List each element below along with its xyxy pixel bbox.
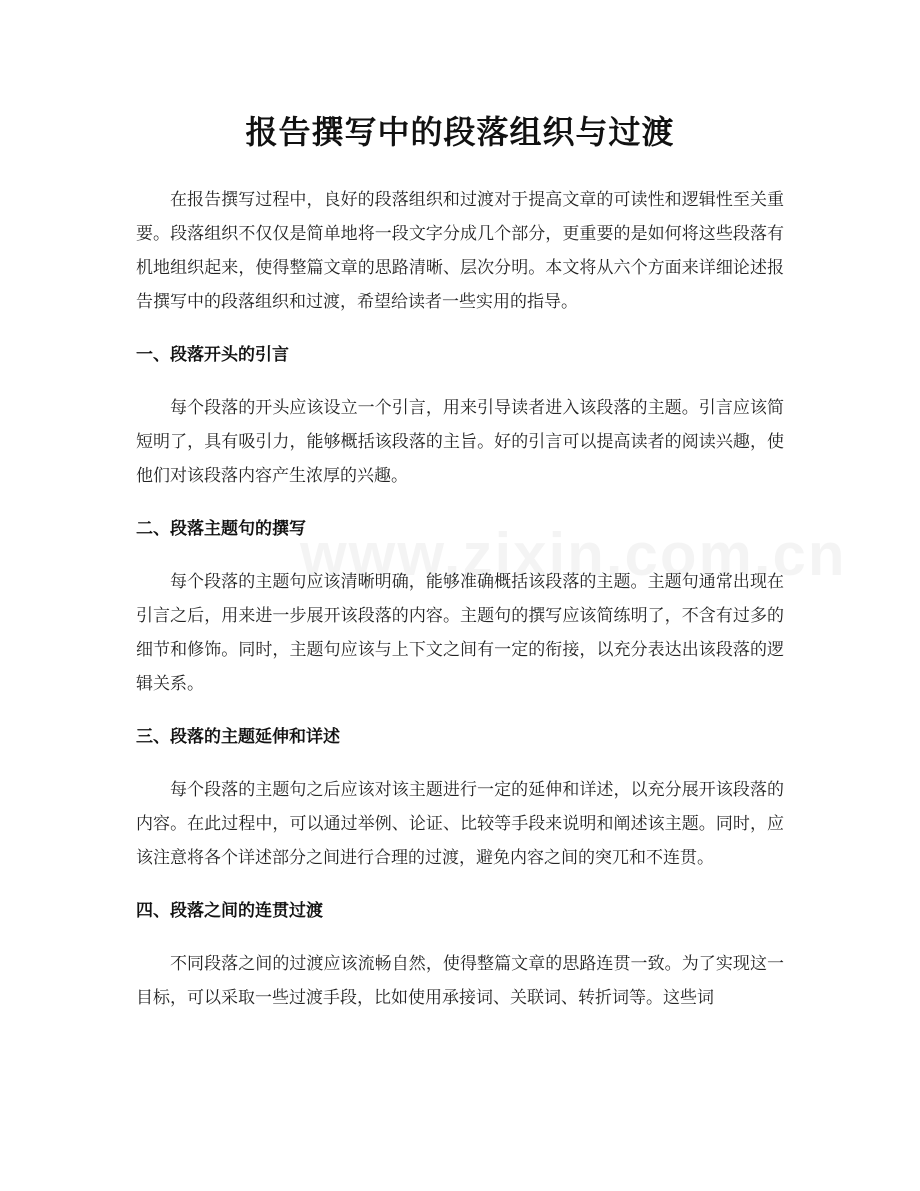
section-body-4: 不同段落之间的过渡应该流畅自然，使得整篇文章的思路连贯一致。为了实现这一目标，可以采取一些过渡手段，比如使用承接词、关联词、转折词等。这些词	[136, 954, 784, 1008]
section-body-2: 每个段落的主题句应该清晰明确，能够准确概括该段落的主题。主题句通常出现在引言之后，用来进一步展开该段落的内容。主题句的撰写应该简练明了，不含有过多的细节和修饰。同时，主题句应该与上下文之间有一定的衔接，以充分表达出该段落的逻辑关系。	[136, 572, 784, 694]
section-heading-1: 一、段落开头的引言	[136, 345, 289, 365]
section-heading-4: 四、段落之间的连贯过渡	[136, 901, 323, 921]
section-heading-2: 二、段落主题句的撰写	[136, 519, 306, 539]
section-body-1: 每个段落的开头应该设立一个引言，用来引导读者进入该段落的主题。引言应该简短明了，具有吸引力，能够概括该段落的主旨。好的引言可以提高读者的阅读兴趣，使他们对该段落内容产生浓厚的兴趣。	[136, 398, 784, 486]
document-title: 报告撰写中的段落组织与过渡	[245, 113, 675, 151]
section-body-3: 每个段落的主题句之后应该对该主题进行一定的延伸和详述，以充分展开该段落的内容。在此过程中，可以通过举例、论证、比较等手段来说明和阐述该主题。同时，应该注意将各个详述部分之间进行合理的过渡，避免内容之间的突兀和不连贯。	[136, 780, 784, 868]
intro-paragraph: 在报告撰写过程中，良好的段落组织和过渡对于提高文章的可读性和逻辑性至关重要。段落组织不仅仅是简单地将一段文字分成几个部分，更重要的是如何将这些段落有机地组织起来，使得整篇文章的思路清晰、层次分明。本文将从六个方面来详细论述报告撰写中的段落组织和过渡，希望给读者一些实用的指导。	[136, 190, 784, 312]
section-heading-3: 三、段落的主题延伸和详述	[136, 727, 340, 747]
